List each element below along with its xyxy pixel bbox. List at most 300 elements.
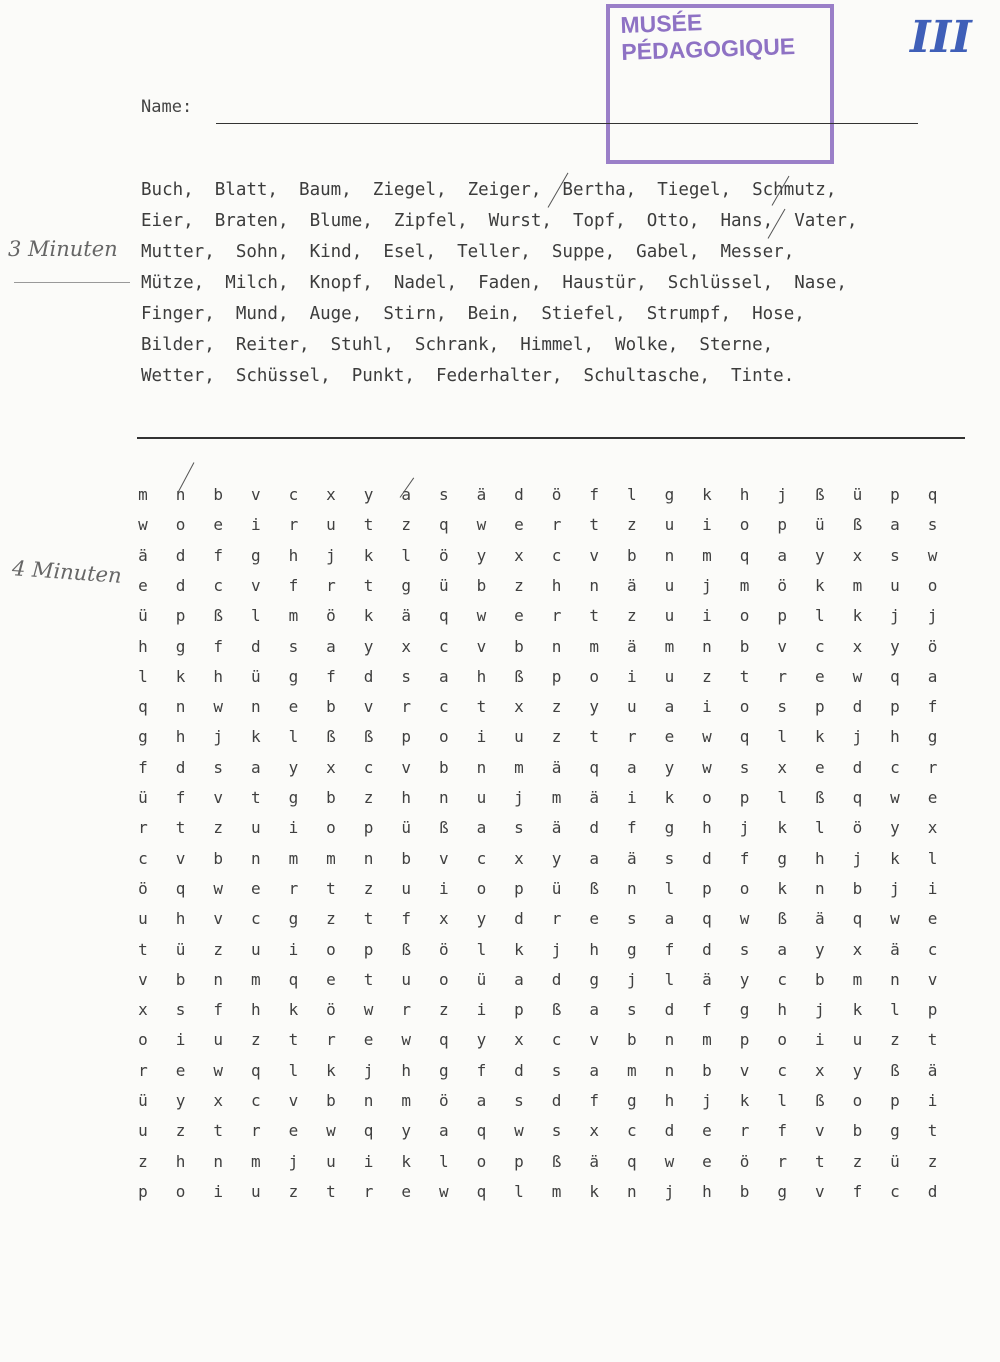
grid-letter: g bbox=[777, 848, 787, 868]
grid-letter: b bbox=[213, 485, 223, 504]
grid-letter: ä bbox=[626, 636, 637, 656]
grid-letter: t bbox=[476, 697, 487, 717]
grid-letter: c bbox=[476, 848, 487, 868]
grid-letter: l bbox=[514, 1181, 524, 1201]
grid-letter: q bbox=[852, 788, 863, 807]
grid-letter: q bbox=[852, 909, 863, 929]
grid-letter: p bbox=[175, 606, 186, 626]
grid-letter: k bbox=[664, 788, 675, 807]
grid-letter: e bbox=[401, 1181, 411, 1201]
grid-letter: b bbox=[401, 848, 411, 868]
grid-letter: j bbox=[890, 606, 900, 626]
grid-letter: n bbox=[476, 757, 487, 777]
grid-letter: g bbox=[288, 788, 299, 807]
grid-letter: ö bbox=[777, 575, 787, 595]
grid-letter: q bbox=[890, 666, 900, 686]
grid-letter: k bbox=[852, 1000, 863, 1020]
grid-letter: ß bbox=[363, 727, 374, 747]
grid-letter: w bbox=[438, 1181, 449, 1201]
grid-letter: r bbox=[138, 1060, 148, 1080]
grid-letter: y bbox=[476, 1030, 487, 1050]
grid-letter: w bbox=[890, 909, 900, 929]
grid-letter: o bbox=[438, 727, 449, 747]
grid-letter: j bbox=[777, 485, 787, 504]
grid-letter: g bbox=[664, 818, 675, 838]
grid-letter: y bbox=[401, 1121, 411, 1141]
grid-letter: ß bbox=[326, 727, 336, 747]
grid-letter: q bbox=[175, 878, 186, 898]
grid-letter: g bbox=[438, 1060, 449, 1080]
grid-letter: x bbox=[213, 1091, 223, 1110]
grid-letter: f bbox=[138, 757, 148, 777]
grid-letter: c bbox=[890, 1181, 900, 1201]
grid-letter: v bbox=[138, 969, 148, 989]
grid-letter: t bbox=[363, 969, 374, 989]
grid-letter: h bbox=[739, 485, 750, 504]
grid-letter: k bbox=[250, 727, 261, 747]
grid-letter: j bbox=[288, 1151, 299, 1171]
grid-letter: q bbox=[288, 969, 299, 989]
grid-letter: r bbox=[326, 575, 336, 595]
grid-letter: j bbox=[852, 848, 863, 868]
grid-letter: p bbox=[739, 788, 750, 807]
grid-letter: l bbox=[626, 485, 637, 504]
grid-letter: t bbox=[326, 1181, 336, 1201]
grid-letter: i bbox=[288, 939, 299, 959]
grid-letter: d bbox=[551, 1091, 562, 1110]
grid-letter: ß bbox=[401, 939, 411, 959]
grid-letter: s bbox=[626, 909, 637, 929]
grid-letter: n bbox=[626, 1181, 637, 1201]
grid-letter: ü bbox=[401, 818, 411, 838]
grid-letter: q bbox=[739, 727, 750, 747]
grid-letter: a bbox=[777, 939, 787, 959]
grid-letter: i bbox=[702, 606, 712, 626]
grid-letter: r bbox=[777, 1151, 787, 1171]
grid-letter: d bbox=[514, 1060, 524, 1080]
grid-letter: w bbox=[138, 515, 148, 535]
grid-letter: v bbox=[814, 1181, 825, 1201]
grid-letter: l bbox=[288, 727, 299, 747]
grid-letter: p bbox=[363, 939, 374, 959]
grid-letter: w bbox=[213, 1060, 223, 1080]
grid-letter: u bbox=[514, 727, 524, 747]
grid-letter: m bbox=[702, 545, 712, 565]
grid-letter: l bbox=[138, 666, 148, 686]
grid-letter: j bbox=[626, 969, 637, 989]
grid-letter: e bbox=[213, 515, 223, 535]
grid-letter: f bbox=[476, 1060, 487, 1080]
grid-letter: y bbox=[890, 818, 900, 838]
grid-letter: e bbox=[326, 969, 336, 989]
grid-letter: z bbox=[363, 788, 374, 807]
grid-letter: l bbox=[777, 727, 787, 747]
grid-letter: k bbox=[777, 878, 787, 898]
grid-letter: n bbox=[814, 878, 825, 898]
grid-letter: n bbox=[175, 697, 186, 717]
grid-letter: k bbox=[589, 1181, 599, 1201]
grid-letter: y bbox=[476, 545, 487, 565]
grid-letter: e bbox=[138, 575, 148, 595]
grid-letter: ö bbox=[326, 606, 336, 626]
grid-letter: p bbox=[514, 878, 524, 898]
grid-letter: s bbox=[401, 666, 411, 686]
grid-letter: i bbox=[626, 666, 637, 686]
grid-letter: c bbox=[777, 1060, 787, 1080]
grid-letter: ä bbox=[589, 788, 599, 807]
grid-letter: y bbox=[664, 757, 675, 777]
grid-letter: h bbox=[213, 666, 223, 686]
grid-letter: y bbox=[363, 636, 374, 656]
grid-letter: f bbox=[589, 485, 599, 504]
grid-letter: p bbox=[514, 1151, 524, 1171]
grid-letter: a bbox=[401, 485, 411, 504]
grid-letter: f bbox=[175, 788, 186, 807]
grid-letter: g bbox=[288, 909, 299, 929]
grid-letter: r bbox=[401, 697, 411, 717]
grid-letter: l bbox=[664, 878, 675, 898]
grid-letter: m bbox=[326, 848, 336, 868]
grid-letter: k bbox=[326, 1060, 336, 1080]
grid-letter: h bbox=[890, 727, 900, 747]
grid-letter: x bbox=[514, 1030, 524, 1050]
grid-letter: q bbox=[739, 545, 750, 565]
grid-letter: w bbox=[514, 1121, 524, 1141]
word-line: Bilder, Reiter, Stuhl, Schrank, Himmel, Wolke, Sterne, bbox=[141, 335, 774, 355]
grid-letter: n bbox=[664, 1060, 675, 1080]
grid-letter: f bbox=[664, 939, 675, 959]
grid-letter: v bbox=[814, 1121, 825, 1141]
grid-letter: l bbox=[927, 848, 938, 868]
grid-letter: n bbox=[702, 636, 712, 656]
grid-letter: o bbox=[326, 939, 336, 959]
grid-letter: w bbox=[213, 878, 223, 898]
grid-letter: w bbox=[664, 1151, 675, 1171]
grid-letter: ä bbox=[626, 575, 637, 595]
grid-letter: m bbox=[514, 757, 524, 777]
grid-letter: t bbox=[213, 1121, 223, 1141]
grid-letter: a bbox=[664, 697, 675, 717]
grid-letter: d bbox=[514, 485, 524, 504]
grid-letter: z bbox=[250, 1030, 261, 1050]
grid-letter: ü bbox=[175, 939, 186, 959]
grid-letter: r bbox=[288, 515, 299, 535]
margin-note-underline bbox=[14, 282, 130, 283]
grid-letter: o bbox=[438, 969, 449, 989]
grid-letter: ä bbox=[626, 848, 637, 868]
grid-letter: ä bbox=[589, 1151, 599, 1171]
grid-letter: u bbox=[250, 939, 261, 959]
grid-letter: w bbox=[476, 515, 487, 535]
grid-letter: k bbox=[814, 575, 825, 595]
grid-letter: p bbox=[138, 1181, 148, 1201]
grid-letter: r bbox=[551, 515, 562, 535]
grid-letter: s bbox=[213, 757, 223, 777]
grid-letter: m bbox=[250, 1151, 261, 1171]
grid-letter: ö bbox=[138, 878, 148, 898]
grid-letter: w bbox=[739, 909, 750, 929]
grid-letter: s bbox=[626, 1000, 637, 1020]
grid-letter: e bbox=[702, 1151, 712, 1171]
grid-letter: e bbox=[363, 1030, 374, 1050]
grid-letter: ü bbox=[438, 575, 449, 595]
grid-letter: l bbox=[814, 606, 825, 626]
grid-letter: r bbox=[401, 1000, 411, 1020]
grid-letter: b bbox=[739, 1181, 750, 1201]
grid-letter: v bbox=[401, 757, 411, 777]
grid-letter: ß bbox=[890, 1060, 900, 1080]
grid-letter: c bbox=[814, 636, 825, 656]
grid-letter: b bbox=[626, 545, 637, 565]
grid-letter: m bbox=[401, 1091, 411, 1110]
grid-letter: f bbox=[589, 1091, 599, 1110]
grid-letter: f bbox=[702, 1000, 712, 1020]
grid-letter: c bbox=[551, 1030, 562, 1050]
grid-letter: u bbox=[664, 666, 675, 686]
grid-letter: v bbox=[777, 636, 787, 656]
grid-letter: o bbox=[739, 878, 750, 898]
grid-letter: g bbox=[664, 485, 675, 504]
grid-letter: b bbox=[514, 636, 524, 656]
grid-letter: o bbox=[326, 818, 336, 838]
grid-letter: q bbox=[702, 909, 712, 929]
grid-letter: f bbox=[213, 545, 223, 565]
grid-letter: r bbox=[551, 606, 562, 626]
grid-letter: ä bbox=[702, 969, 712, 989]
grid-letter: i bbox=[702, 697, 712, 717]
grid-letter: x bbox=[852, 636, 863, 656]
grid-letter: y bbox=[363, 485, 374, 504]
grid-letter: e bbox=[814, 757, 825, 777]
grid-letter: a bbox=[589, 1060, 599, 1080]
grid-letter: ä bbox=[138, 545, 148, 565]
grid-letter: a bbox=[890, 515, 900, 535]
grid-letter: u bbox=[250, 1181, 261, 1201]
grid-letter: k bbox=[401, 1151, 411, 1171]
grid-letter: x bbox=[589, 1121, 599, 1141]
grid-letter: v bbox=[250, 485, 261, 504]
grid-letter: ß bbox=[814, 485, 825, 504]
grid-letter: x bbox=[514, 545, 524, 565]
word-line: Buch, Blatt, Baum, Ziegel, Zeiger, Bertha, Tiegel, Schmutz, bbox=[141, 180, 837, 200]
sheet-number: III bbox=[910, 12, 972, 63]
grid-letter: o bbox=[739, 515, 750, 535]
grid-letter: ä bbox=[890, 939, 900, 959]
grid-letter: g bbox=[175, 636, 186, 656]
grid-letter: y bbox=[852, 1060, 863, 1080]
grid-letter: b bbox=[702, 1060, 712, 1080]
grid-letter: n bbox=[664, 1030, 675, 1050]
grid-letter: n bbox=[250, 848, 261, 868]
grid-letter: l bbox=[890, 1000, 900, 1020]
grid-letter: b bbox=[326, 1091, 336, 1110]
grid-letter: r bbox=[138, 818, 148, 838]
grid-letter: j bbox=[664, 1181, 675, 1201]
grid-letter: ß bbox=[514, 666, 524, 686]
museum-stamp bbox=[606, 4, 834, 164]
grid-letter: d bbox=[175, 757, 186, 777]
grid-letter: u bbox=[250, 818, 261, 838]
grid-letter: f bbox=[288, 575, 299, 595]
margin-note-words-time: 3 Minuten bbox=[8, 237, 118, 261]
grid-letter: a bbox=[927, 666, 938, 686]
grid-letter: m bbox=[551, 788, 562, 807]
grid-letter: d bbox=[927, 1181, 938, 1201]
grid-letter: ü bbox=[138, 788, 148, 807]
grid-letter: z bbox=[626, 515, 637, 535]
grid-letter: r bbox=[363, 1181, 374, 1201]
grid-letter: f bbox=[927, 697, 938, 717]
grid-letter: s bbox=[664, 848, 675, 868]
grid-letter: d bbox=[363, 666, 374, 686]
grid-letter: p bbox=[777, 515, 787, 535]
grid-letter: j bbox=[890, 878, 900, 898]
grid-letter: y bbox=[476, 909, 487, 929]
grid-letter: x bbox=[514, 848, 524, 868]
grid-letter: p bbox=[890, 485, 900, 504]
grid-letter: f bbox=[626, 818, 637, 838]
grid-letter: ö bbox=[438, 939, 449, 959]
grid-letter: ß bbox=[589, 878, 599, 898]
grid-letter: l bbox=[288, 1060, 299, 1080]
grid-letter: n bbox=[213, 969, 223, 989]
grid-letter: e bbox=[927, 909, 938, 929]
grid-letter: f bbox=[852, 1181, 863, 1201]
grid-letter: x bbox=[852, 545, 863, 565]
grid-letter: q bbox=[626, 1151, 637, 1171]
grid-letter: ß bbox=[213, 606, 223, 626]
grid-letter: t bbox=[363, 909, 374, 929]
grid-letter: v bbox=[288, 1091, 299, 1110]
grid-letter: ä bbox=[476, 485, 487, 504]
grid-letter: m bbox=[664, 636, 675, 656]
grid-letter: e bbox=[589, 909, 599, 929]
grid-letter: s bbox=[777, 697, 787, 717]
grid-letter: d bbox=[175, 575, 186, 595]
grid-letter: i bbox=[814, 1030, 825, 1050]
grid-letter: d bbox=[664, 1000, 675, 1020]
grid-letter: n bbox=[551, 636, 562, 656]
grid-letter: m bbox=[551, 1181, 562, 1201]
grid-letter: x bbox=[927, 818, 938, 838]
name-field-line[interactable] bbox=[216, 123, 918, 124]
grid-letter: y bbox=[814, 545, 825, 565]
grid-letter: o bbox=[175, 1181, 186, 1201]
grid-letter: i bbox=[288, 818, 299, 838]
grid-letter: m bbox=[852, 969, 863, 989]
grid-letter: w bbox=[702, 727, 712, 747]
grid-letter: u bbox=[890, 575, 900, 595]
grid-letter: h bbox=[702, 818, 712, 838]
grid-letter: c bbox=[551, 545, 562, 565]
grid-letter: e bbox=[927, 788, 938, 807]
grid-letter: z bbox=[213, 939, 223, 959]
grid-letter: h bbox=[401, 1060, 411, 1080]
grid-letter: t bbox=[927, 1121, 938, 1141]
grid-letter: w bbox=[326, 1121, 336, 1141]
grid-letter: t bbox=[250, 788, 261, 807]
grid-letter: h bbox=[401, 788, 411, 807]
grid-letter: q bbox=[138, 697, 148, 717]
grid-letter: i bbox=[927, 878, 938, 898]
grid-letter: f bbox=[213, 1000, 223, 1020]
grid-letter: c bbox=[927, 939, 938, 959]
grid-letter: j bbox=[326, 545, 336, 565]
grid-letter: v bbox=[739, 1060, 750, 1080]
grid-letter: ö bbox=[852, 818, 863, 838]
grid-letter: v bbox=[250, 575, 261, 595]
grid-letter: n bbox=[250, 697, 261, 717]
grid-letter: a bbox=[476, 818, 487, 838]
grid-letter: v bbox=[213, 909, 223, 929]
grid-letter: v bbox=[213, 788, 223, 807]
grid-letter: t bbox=[326, 878, 336, 898]
grid-letter: u bbox=[626, 697, 637, 717]
grid-letter: n bbox=[890, 969, 900, 989]
grid-letter: o bbox=[138, 1030, 148, 1050]
grid-letter: j bbox=[363, 1060, 374, 1080]
grid-letter: c bbox=[250, 909, 261, 929]
grid-letter: m bbox=[852, 575, 863, 595]
grid-letter: t bbox=[927, 1030, 938, 1050]
grid-letter: ü bbox=[250, 666, 261, 686]
grid-letter: s bbox=[739, 939, 750, 959]
grid-letter: ü bbox=[551, 878, 562, 898]
grid-letter: ü bbox=[138, 606, 148, 626]
grid-letter: z bbox=[326, 909, 336, 929]
grid-letter: g bbox=[739, 1000, 750, 1020]
grid-letter: z bbox=[514, 575, 524, 595]
grid-letter: i bbox=[438, 878, 449, 898]
grid-letter: ä bbox=[814, 909, 825, 929]
grid-letter: i bbox=[175, 1030, 186, 1050]
grid-letter: s bbox=[739, 757, 750, 777]
grid-letter: k bbox=[777, 818, 787, 838]
grid-letter: c bbox=[438, 636, 449, 656]
grid-letter: q bbox=[476, 1181, 487, 1201]
grid-letter: y bbox=[890, 636, 900, 656]
grid-letter: q bbox=[250, 1060, 261, 1080]
grid-letter: j bbox=[852, 727, 863, 747]
grid-letter: w bbox=[213, 697, 223, 717]
grid-letter: c bbox=[626, 1121, 637, 1141]
grid-letter: u bbox=[401, 969, 411, 989]
grid-letter: u bbox=[476, 788, 487, 807]
grid-letter: e bbox=[288, 697, 299, 717]
grid-letter: o bbox=[702, 788, 712, 807]
grid-letter: b bbox=[326, 697, 336, 717]
grid-letter: l bbox=[401, 545, 411, 565]
grid-letter: o bbox=[739, 606, 750, 626]
grid-letter: g bbox=[138, 727, 148, 747]
grid-letter: u bbox=[664, 606, 675, 626]
grid-letter: u bbox=[138, 1121, 148, 1141]
grid-letter: b bbox=[326, 788, 336, 807]
grid-letter: u bbox=[401, 878, 411, 898]
grid-letter: g bbox=[777, 1181, 787, 1201]
grid-letter: z bbox=[138, 1151, 148, 1171]
grid-letter: ä bbox=[401, 606, 411, 626]
grid-letter: u bbox=[852, 1030, 863, 1050]
grid-letter: j bbox=[514, 788, 524, 807]
grid-letter: u bbox=[326, 515, 336, 535]
grid-letter: g bbox=[401, 575, 411, 595]
grid-letter: w bbox=[702, 757, 712, 777]
grid-letter: q bbox=[438, 606, 449, 626]
word-line: Finger, Mund, Auge, Stirn, Bein, Stiefel, Strumpf, Hose, bbox=[141, 304, 805, 324]
grid-letter: f bbox=[213, 636, 223, 656]
grid-letter: k bbox=[890, 848, 900, 868]
